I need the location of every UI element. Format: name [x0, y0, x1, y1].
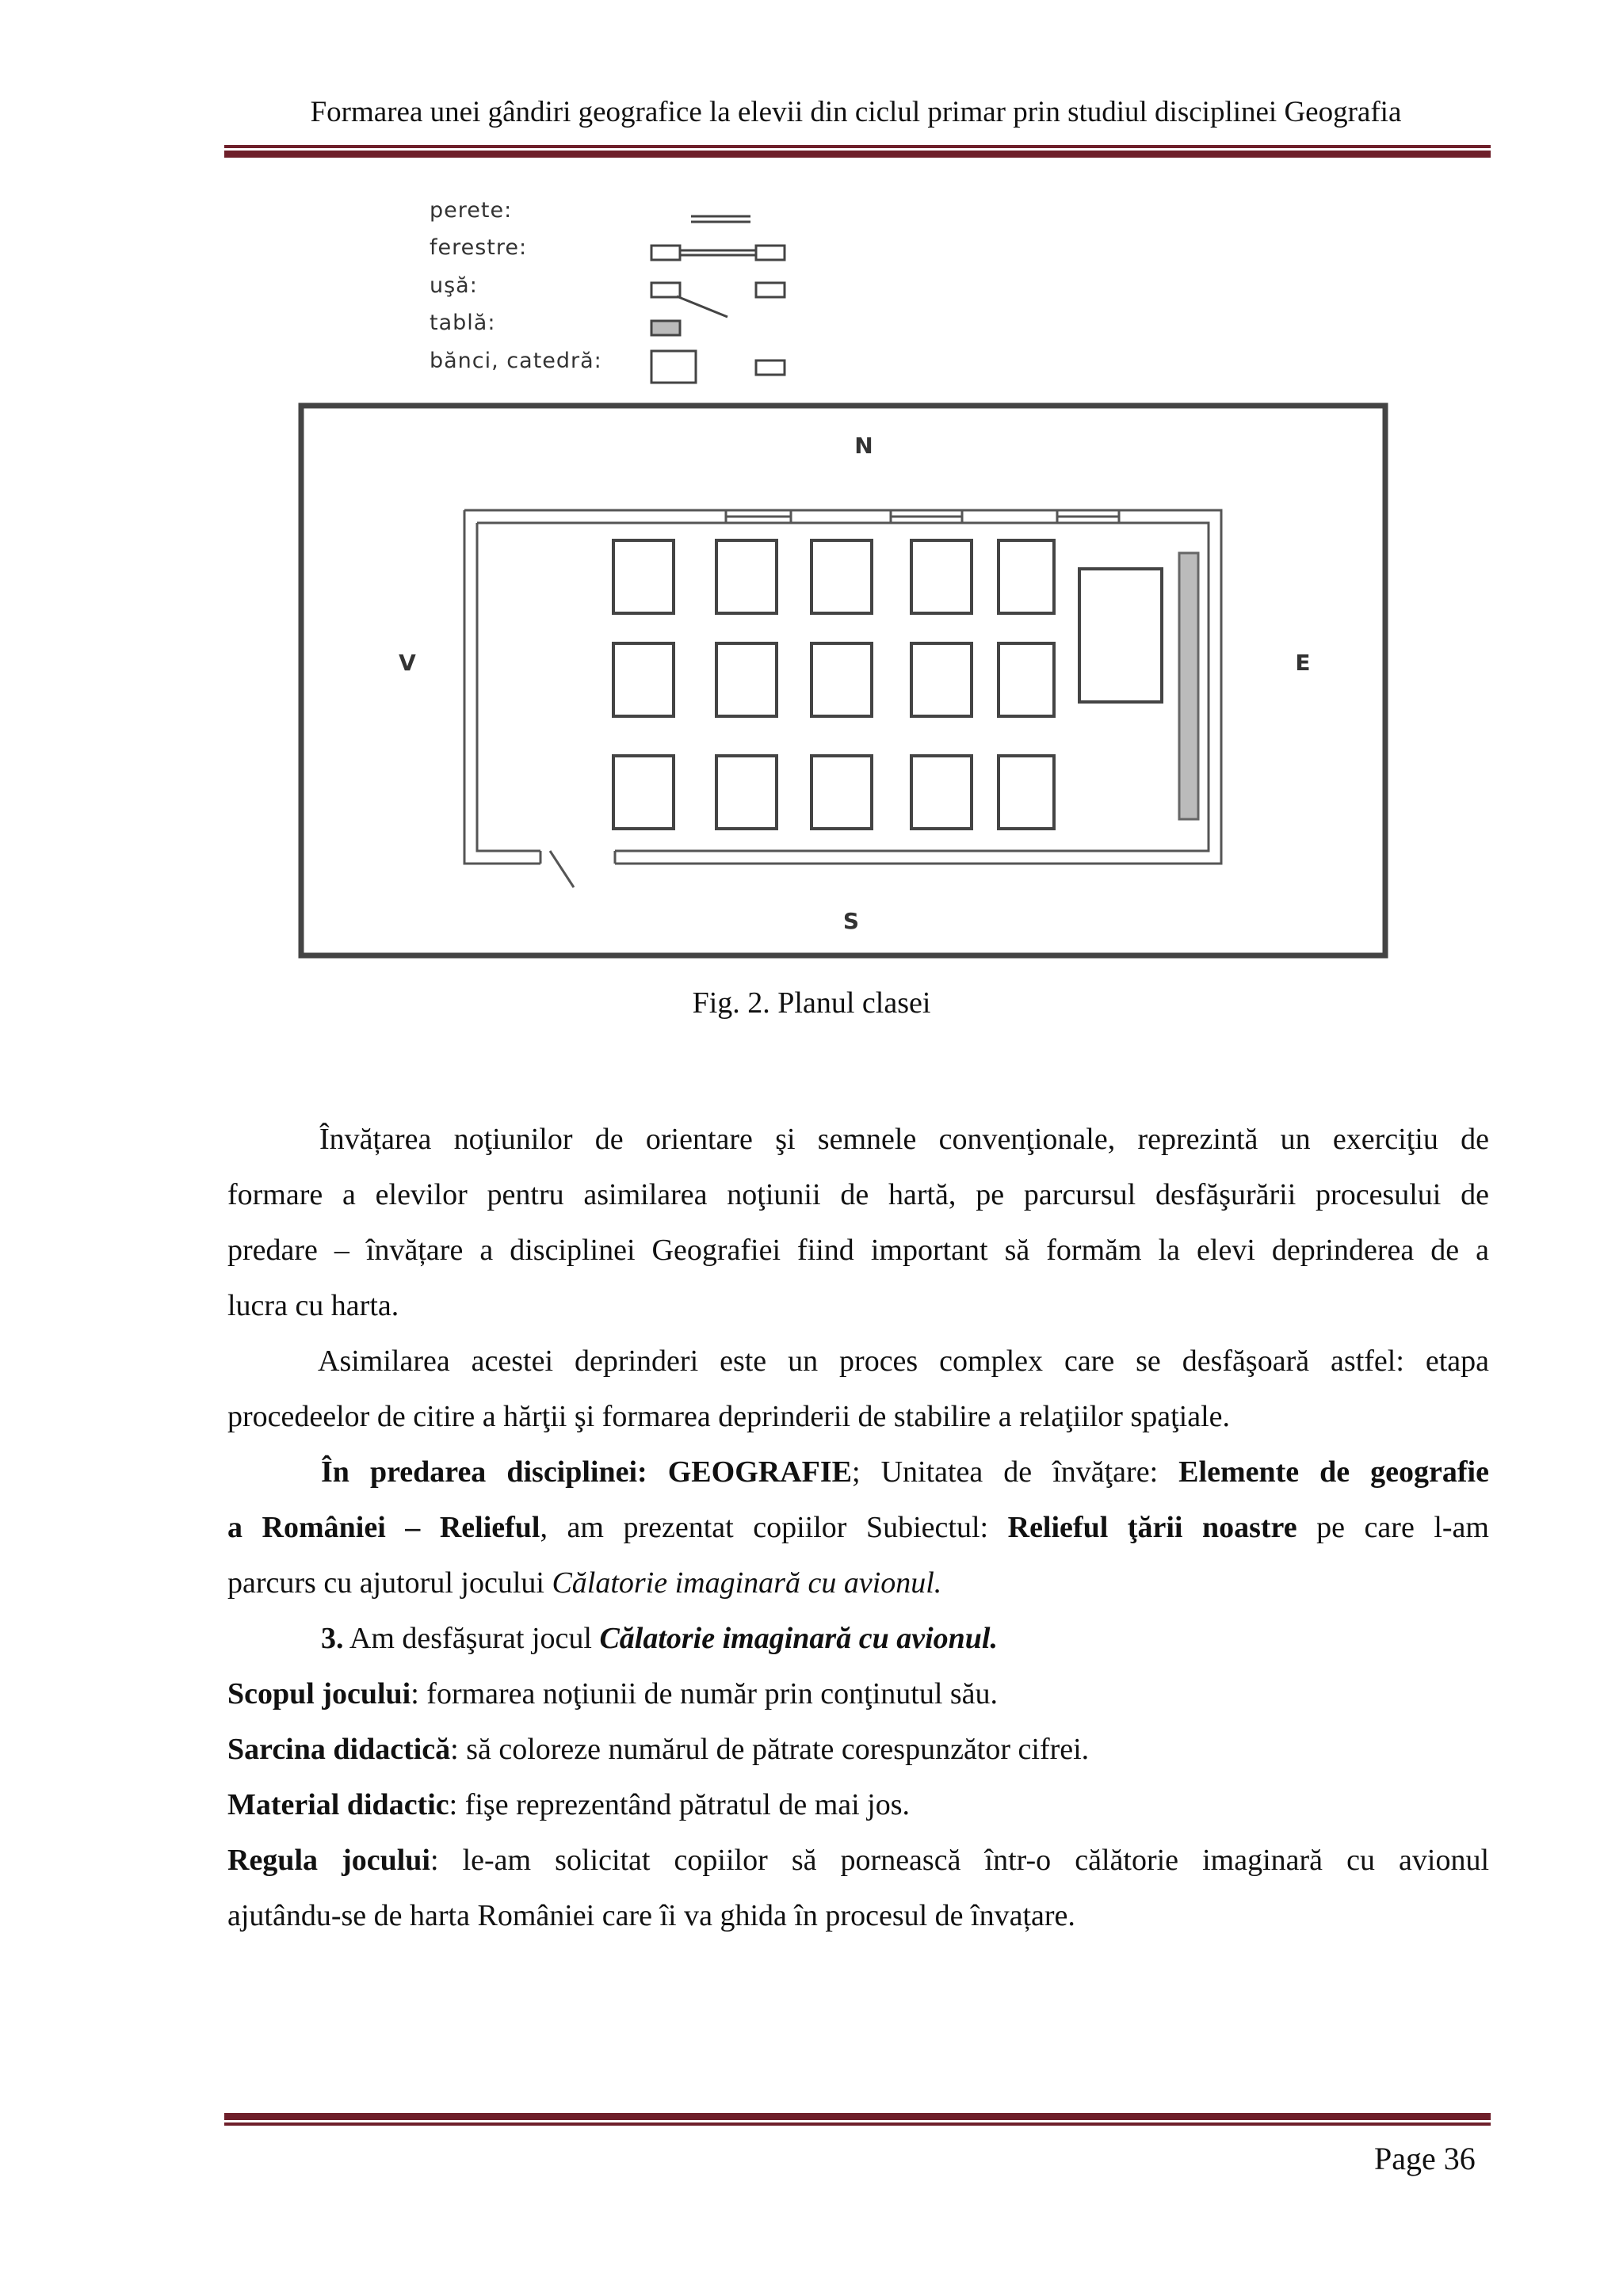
legend-desks-label: bănci, catedră:	[430, 349, 602, 373]
classroom-walls	[464, 510, 1221, 887]
paragraph-3	[227, 1444, 1489, 1611]
teacher-desk	[1079, 569, 1162, 702]
footer-rule-thin	[224, 2122, 1491, 2126]
p1-line-4: lucra cu harta.	[227, 1289, 399, 1322]
paragraph-4	[227, 1611, 1489, 1666]
header-rule-thick	[224, 151, 1491, 158]
legend-wall-label: perete:	[430, 198, 513, 223]
running-title: Formarea unei gândiri geografice la elevii din ciclul primar prin studiul disciplinei Geografia	[310, 96, 1402, 128]
p3-line-3	[227, 1555, 1489, 1611]
p2-line-2: procedeelor de citire a hărţii şi formarea deprinderii de stabilire a relaţiilor spaţiale.	[227, 1400, 1231, 1433]
task-text: : să coloreze numărul de pătrate corespunzător cifrei.	[450, 1733, 1090, 1766]
purpose-text: : formarea noţiunii de număr prin conţinutul său.	[411, 1677, 999, 1711]
legend-door-label: uşă:	[430, 273, 478, 298]
p4-game-title: Călatorie imaginară cu avionul.	[599, 1622, 998, 1655]
p4-line-1	[227, 1611, 1489, 1666]
game-rule	[227, 1833, 1489, 1888]
legend-symbols	[430, 198, 842, 392]
legend-board-label: tablă:	[430, 311, 496, 335]
game-rule-line-2: ajutându-se de harta României care îi va ghida în procesul de învațare.	[227, 1899, 1075, 1932]
student-desks	[613, 540, 1054, 829]
purpose-label: Scopul jocului	[227, 1677, 411, 1711]
header-rule-thin	[224, 145, 1491, 148]
p3-text-end: pe care l-am	[1296, 1511, 1489, 1544]
p4-text: Am desfăşurat jocul	[343, 1622, 600, 1655]
compass-north: N	[854, 433, 873, 459]
game-material	[227, 1777, 1489, 1833]
material-text: : fişe reprezentând pătratul de mai jos.	[449, 1788, 911, 1821]
p1-line-3: predare – învățare a disciplinei Geografiei fiind important să formăm la elevi deprinderea de a	[227, 1234, 1489, 1267]
rule-text: : le-am solicitat copiilor să pornească într-o călătorie imaginară cu avionul	[430, 1844, 1490, 1877]
windows	[726, 510, 1119, 523]
task-label: Sarcina didactică	[227, 1733, 451, 1766]
game-purpose	[227, 1666, 1489, 1722]
p2-line-1: Asimilarea acestei deprinderi este un proces complex care se desfăşoară astfel: etapa	[318, 1344, 1489, 1378]
p3-text-game: parcurs cu ajutorul jocului	[227, 1566, 552, 1600]
p3-line-1	[227, 1444, 1489, 1500]
figure-legend	[430, 198, 842, 392]
material-label: Material didactic	[227, 1788, 449, 1821]
p3-text-unit: ; Unitatea de învăţare:	[851, 1455, 1179, 1489]
compass-south: S	[842, 908, 860, 934]
classroom-plan	[296, 401, 1393, 962]
compass-west: V	[399, 650, 416, 676]
paragraph-2	[227, 1333, 1489, 1444]
p1-line-1: Învățarea noţiunilor de orientare şi semnele convenţionale, reprezintă un exerciţiu de	[319, 1123, 1489, 1156]
p3-italic-game: Călatorie imaginară cu avionul.	[552, 1566, 942, 1600]
p3-text-subject: , am prezentat copiilor Subiectul:	[540, 1511, 1008, 1544]
compass-east: E	[1295, 650, 1311, 676]
p3-bold-topic: Relieful ţării noastre	[1007, 1511, 1297, 1544]
p3-bold-relief: a României – Relieful	[227, 1511, 540, 1544]
p3-bold-unit: Elemente de geografie	[1178, 1455, 1489, 1489]
p3-line-2	[227, 1500, 1489, 1555]
p3-bold-subject: În predarea disciplinei: GEOGRAFIE	[321, 1455, 852, 1489]
game-details	[227, 1666, 1489, 1943]
footer-rule-thick	[224, 2113, 1491, 2120]
paragraph-1	[227, 1112, 1489, 1333]
page-number: Page 36	[1374, 2141, 1476, 2176]
legend-windows-label: ferestre:	[430, 235, 528, 260]
game-task	[227, 1722, 1489, 1777]
p4-number: 3.	[321, 1622, 344, 1655]
figure-caption: Fig. 2. Planul clasei	[692, 986, 931, 1020]
rule-label: Regula jocului	[227, 1844, 430, 1877]
blackboard	[1179, 553, 1198, 819]
p1-line-2: formare a elevilor pentru asimilarea noţiunii de hartă, pe parcursul desfăşurării procesului de	[227, 1178, 1489, 1211]
